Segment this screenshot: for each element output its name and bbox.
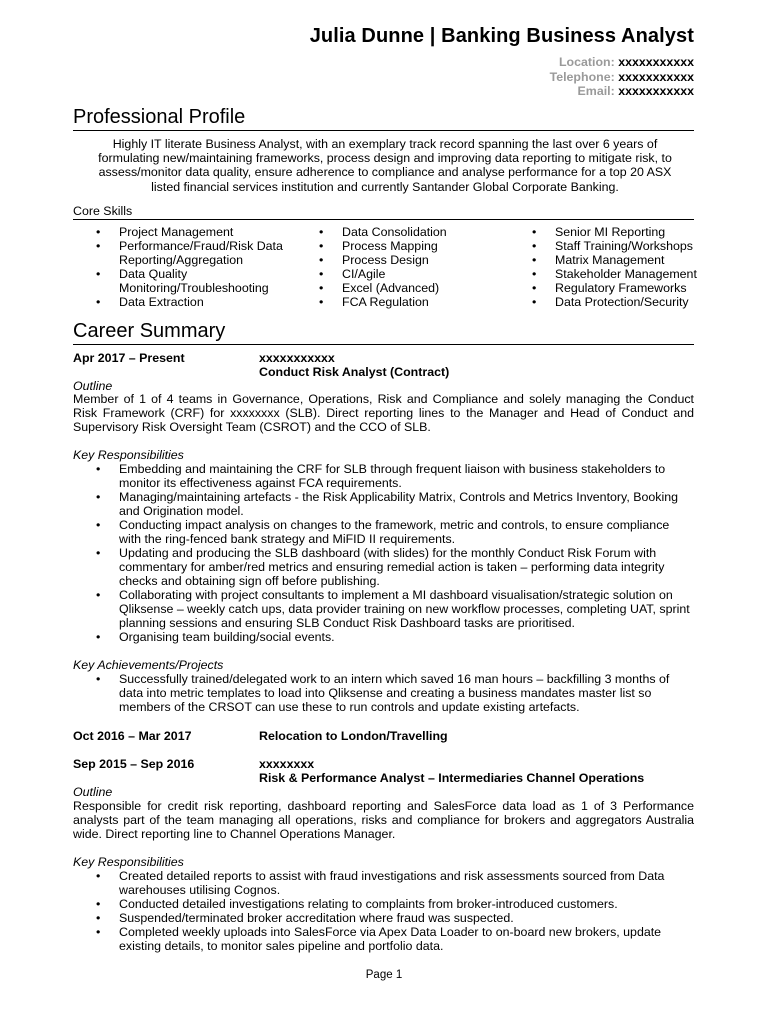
list-item: • Suspended/terminated broker accreditation where fraud was suspected. [73,911,694,925]
skills-column-2 [296,225,509,309]
list-item: • Updating and producing the SLB dashboard (with slides) for the monthly Conduct Risk Forum with commentary for amber/red metrics and ensuring remedial action is taken – performing data integrity checks and obtaining sign off before publishing. [73,546,694,588]
job1-outline-label: Outline [73,379,113,393]
list-item: • Created detailed reports to assist with fraud investigations and risk assessments sourced from Data warehouses utilising Cognos. [73,869,694,897]
skill-item: • CI/Agile [296,267,509,281]
skill-item: • Regulatory Frameworks [509,281,713,295]
job1-responsibilities [73,462,694,644]
contact-email: Email: xxxxxxxxxxx [577,84,694,98]
list-item: • Organising team building/social events. [73,630,694,644]
core-skills-list [73,225,713,309]
skills-column-1 [73,225,296,309]
contact-telephone: Telephone: xxxxxxxxxxx [549,69,694,84]
name-title: Julia Dunne | Banking Business Analyst [309,25,694,47]
skill-item: • Senior MI Reporting [509,225,713,239]
skill-item: • Performance/Fraud/Risk Data Reporting/Aggregation [73,239,296,267]
job2-employer: xxxxxxxx [259,757,315,771]
skill-item: • Data Extraction [73,295,296,309]
list-item: • Managing/maintaining artefacts - the Risk Applicability Matrix, Controls and Metrics Inventory, Booking and Origination model. [73,490,694,518]
job2-title: Risk & Performance Analyst – Intermediaries Channel Operations [259,771,645,785]
job2-resp-label: Key Responsibilities [73,855,184,869]
contact-location: Location: xxxxxxxxxxx [558,55,694,69]
list-item: • Collaborating with project consultants to implement a MI dashboard visualisation/strategic solution on Qliksense – weekly catch ups, data provider training on new workflow processes, completing UAT, sprint planning sessions and ensuring SLB Conduct Risk Dashboard tasks are prioritised. [73,588,694,630]
skill-item: • Process Mapping [296,239,509,253]
job1-achievements [73,672,694,714]
job2-outline: Responsible for credit risk reporting, dashboard reporting and SalesForce data load as 1 of 3 Performance analysts part of the team managing all operations, risks and compliance for brokers and aggregators Australia wide. Direct reporting line to Channel Operations Manager. [73,799,694,842]
job1-title: Conduct Risk Analyst (Contract) [259,365,450,379]
profile-line: formulating new/maintaining frameworks, process design and improving data reporting to mitigate risk, to [98,151,672,166]
skill-item: • Process Design [296,253,509,267]
list-item: • Successfully trained/delegated work to an intern which saved 16 man hours – backfilling 3 months of data into metric templates to load into Qliksense and creating a business mandates master list so members of the CRSOT can use these to run controls and update existing artefacts. [73,672,694,714]
list-item: • Conducted detailed investigations relating to complaints from broker-introduced customers. [73,897,694,911]
career-heading: Career Summary [73,320,694,345]
list-item: • Completed weekly uploads into SalesForce via Apex Data Loader to on-board new brokers, update existing details, to monitor sales pipeline and portfolio data. [73,925,694,953]
job2-date: Sep 2015 – Sep 2016 [73,757,195,771]
skill-item: • Staff Training/Workshops [509,239,713,253]
skill-item: • Data Quality Monitoring/Troubleshooting [73,267,296,295]
profile-line: listed financial services institution and currently Santander Global Corporate Banking. [151,179,619,194]
page-number: Page 1 [365,969,403,981]
profile-summary [78,137,692,194]
skill-item: • Project Management [73,225,296,239]
job2-responsibilities [73,869,694,953]
core-skills-heading: Core Skills [73,204,694,220]
profile-heading: Professional Profile [73,106,694,131]
skill-item: • Stakeholder Management [509,267,713,281]
skill-item: • Matrix Management [509,253,713,267]
list-item: • Conducting impact analysis on changes to the framework, metric and controls, to ensure compliance with the ring-fenced bank strategy and MiFID II requirements. [73,518,694,546]
contact-block [550,55,694,99]
job1-outline: Member of 1 of 4 teams in Governance, Operations, Risk and Compliance and solely managing the Conduct Risk Framework (CRF) for xxxxxxxx (SLB). Direct reporting lines to the Manager and Head of Conduct and Supervisory Risk Oversight Team (CSROT) and the CCO of SLB. [73,392,694,435]
list-item: • Embedding and maintaining the CRF for SLB through frequent liaison with business stakeholders to monitor its effectiveness against FCA requirements. [73,462,694,490]
skills-column-3 [509,225,713,309]
gap-text: Relocation to London/Travelling [259,729,448,743]
skill-item: • FCA Regulation [296,295,509,309]
profile-line: Highly IT literate Business Analyst, with an exemplary track record spanning the last over 6 years of [112,137,658,151]
job1-date: Apr 2017 – Present [73,351,185,365]
job1-resp-label: Key Responsibilities [73,448,184,462]
skill-item: • Data Protection/Security [509,295,713,309]
profile-line: assess/monitor data quality, ensure adherence to compliance and analyse performance for a top 20 ASX [98,165,672,180]
skill-item: • Excel (Advanced) [296,281,509,295]
skill-item: • Data Consolidation [296,225,509,239]
job1-ach-label: Key Achievements/Projects [73,658,224,672]
gap-date: Oct 2016 – Mar 2017 [73,729,192,743]
job1-employer: xxxxxxxxxxx [259,351,335,365]
job2-outline-label: Outline [73,785,113,799]
